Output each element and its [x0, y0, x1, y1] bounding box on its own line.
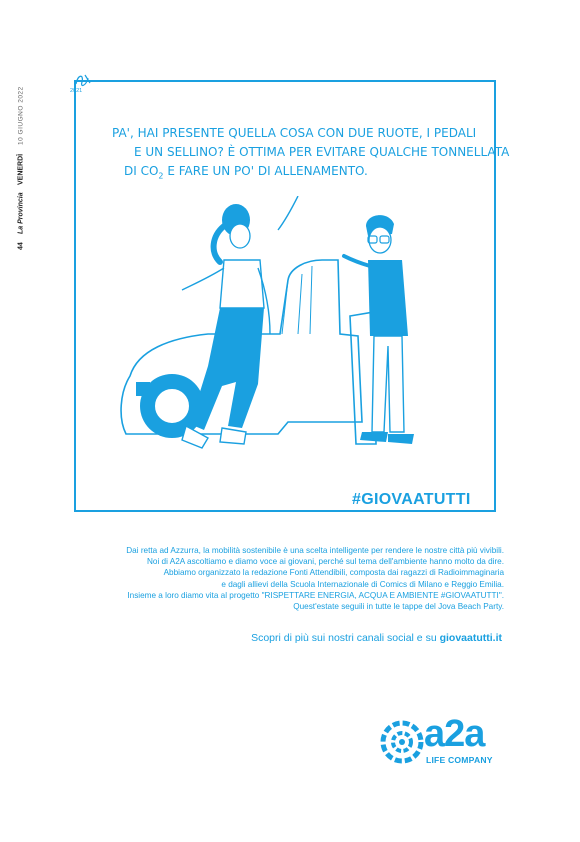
artist-signature — [68, 70, 102, 94]
speech-line-start: DI CO — [124, 164, 159, 178]
page-header-strip — [14, 30, 28, 250]
cta-text: Scopri di più sui nostri canali social e su — [251, 632, 440, 644]
body-line: Abbiamo organizzato la redazione Fonti Attendibili, composta dai ragazzi di Radioimmaginaria — [163, 568, 504, 578]
speech-line: PA', HAI PRESENTE QUELLA COSA CON DUE RUOTE, I PEDALI — [112, 126, 477, 140]
comic-illustration — [112, 196, 458, 476]
speech-bubble-text — [112, 124, 510, 185]
signature-year: 2021 — [70, 88, 83, 94]
body-line: Dai retta ad Azzurra, la mobilità sostenibile è una scelta intelligente per rendere le nostre città più vivibili. — [126, 546, 504, 555]
website-link[interactable]: giovaatutti.it — [439, 632, 502, 644]
girl-face — [230, 224, 250, 248]
boy-trousers — [372, 336, 404, 432]
speech-line — [112, 162, 482, 185]
boy-shoes — [360, 432, 414, 444]
boy-arm-on-door — [344, 256, 370, 266]
girl-ponytail — [214, 226, 224, 262]
girl-sneakers — [182, 426, 246, 448]
speech-line: E UN SELLINO? È OTTIMA PER EVITARE QUALCHE TONNELLATA — [134, 145, 510, 159]
girl-jeans — [190, 308, 264, 430]
issue-date: 10 GIUGNO 2022 — [17, 86, 25, 146]
body-line: Quest'estate seguili in tutte le tappe del Jova Beach Party. — [293, 602, 504, 612]
girl-arm-raised — [182, 268, 224, 290]
body-line: Noi di A2A ascoltiamo e diamo voce ai giovani, perché sul tema dell'ambiente hanno molto da dire. — [146, 557, 504, 567]
campaign-hashtag: #GIOVAATUTTI — [352, 491, 471, 508]
subscript-two: 2 — [158, 171, 164, 181]
call-to-action — [74, 632, 502, 644]
newspaper-name: La Provincia — [17, 192, 25, 235]
page-number: 44 — [17, 242, 25, 250]
brand-name: a2a — [424, 713, 485, 755]
girl-shirt — [220, 260, 264, 308]
body-line: e dagli allievi della Scuola Internazionale di Comics di Milano e Reggio Emilia. — [221, 579, 504, 589]
body-copy — [74, 545, 504, 612]
speech-line-end: E FARE UN PO' DI ALLENAMENTO. — [163, 164, 368, 178]
speech-tail — [278, 196, 298, 230]
boy-jacket — [368, 260, 408, 336]
car-door-frame — [282, 266, 312, 334]
car-wheel-hub — [154, 388, 190, 424]
weekday: VENERDÌ — [17, 153, 25, 185]
body-line: Insieme a loro diamo vita al progetto "RISPETTARE ENERGIA, ACQUA E AMBIENTE #GIOVAATUTTI". — [127, 590, 504, 600]
a2a-globe-icon — [383, 723, 421, 761]
brand-tagline: LIFE COMPANY — [426, 755, 493, 765]
